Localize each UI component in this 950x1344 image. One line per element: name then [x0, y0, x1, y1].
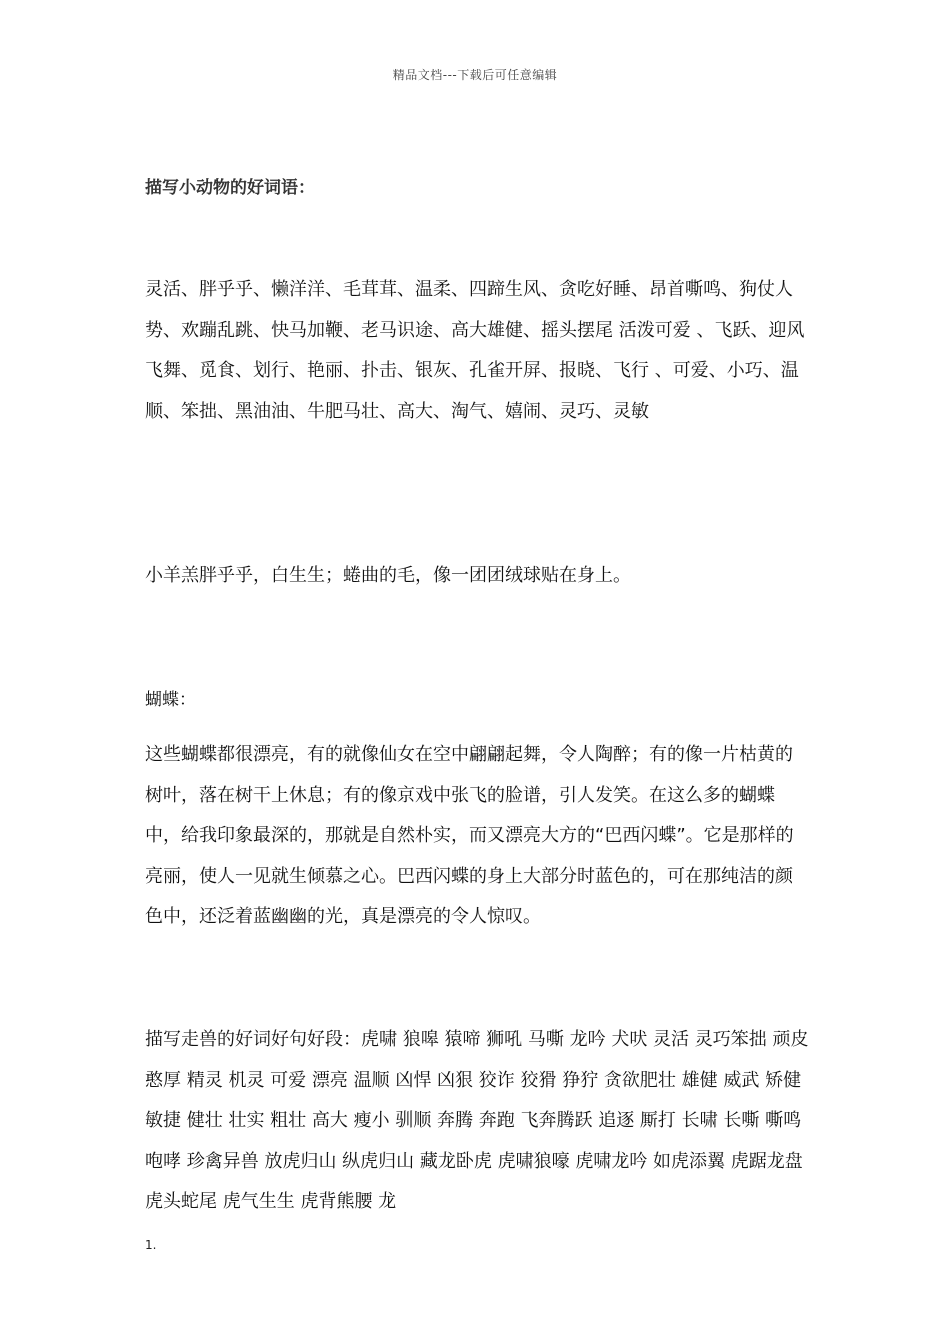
butterfly-paragraph: 这些蝴蝶都很漂亮，有的就像仙女在空中翩翩起舞，令人陶醉；有的像一片枯黄的树叶，落在树干上休息；有的像京戏中张飞的脸谱，引人发笑。在这么多的蝴蝶中，给我印象最深的，那就是自然朴实，而又漂亮大方的“巴西闪蝶”。它是那样的亮丽，使人一见就生倾慕之心。巴西闪蝶的身上大部分时蓝色的，可在那纯洁的颜色中，还泛着蓝幽幽的光，真是漂亮的令人惊叹。: [145, 744, 794, 927]
small-animal-words-paragraph: 灵活、胖乎乎、懒洋洋、毛茸茸、温柔、四蹄生风、贪吃好睡、昂首嘶鸣、狗仗人势、欢蹦乱跳、快马加鞭、老马识途、高大雄健、摇头摆尾 活泼可爱 、飞跃、迎风飞舞、觅食、划行、艳丽、扑击、银灰、孔雀开屏、报晓、飞行 、可爱、小巧、温顺、笨拙、黑油油、牛肥马壮、高大、淘气、嬉闹、灵巧、灵敏: [145, 279, 805, 422]
section-title-small-animals: 描写小动物的好词语：: [145, 178, 315, 198]
page-number: 1.: [145, 1238, 157, 1252]
lamb-sentence: 小羊羔胖乎乎，白生生；蜷曲的毛，像一团团绒球贴在身上。: [145, 565, 631, 586]
beasts-paragraph: 描写走兽的好词好句好段：虎啸 狼嗥 猿啼 狮吼 马嘶 龙吟 犬吠 灵活 灵巧笨拙 顽皮 憨厚 精灵 机灵 可爱 漂亮 温顺 凶悍 凶狠 狡诈 狡猾 狰狞 贪欲肥壮 雄健 威武 矫健 敏捷 健壮 壮实 粗壮 高大 瘦小 驯顺 奔腾 奔跑 飞奔腾跃 追逐 厮打 长啸 长嘶 嘶鸣 咆哮 珍禽异兽 放虎归山 纵虎归山 藏龙卧虎 虎啸狼嚎 虎啸龙吟 如虎添翼 虎踞龙盘 虎头蛇尾 虎气生生 虎背熊腰 龙: [145, 1029, 809, 1212]
butterfly-heading: 蝴蝶：: [145, 690, 196, 710]
page-header: 精品文档---下载后可任意编辑: [392, 68, 558, 82]
